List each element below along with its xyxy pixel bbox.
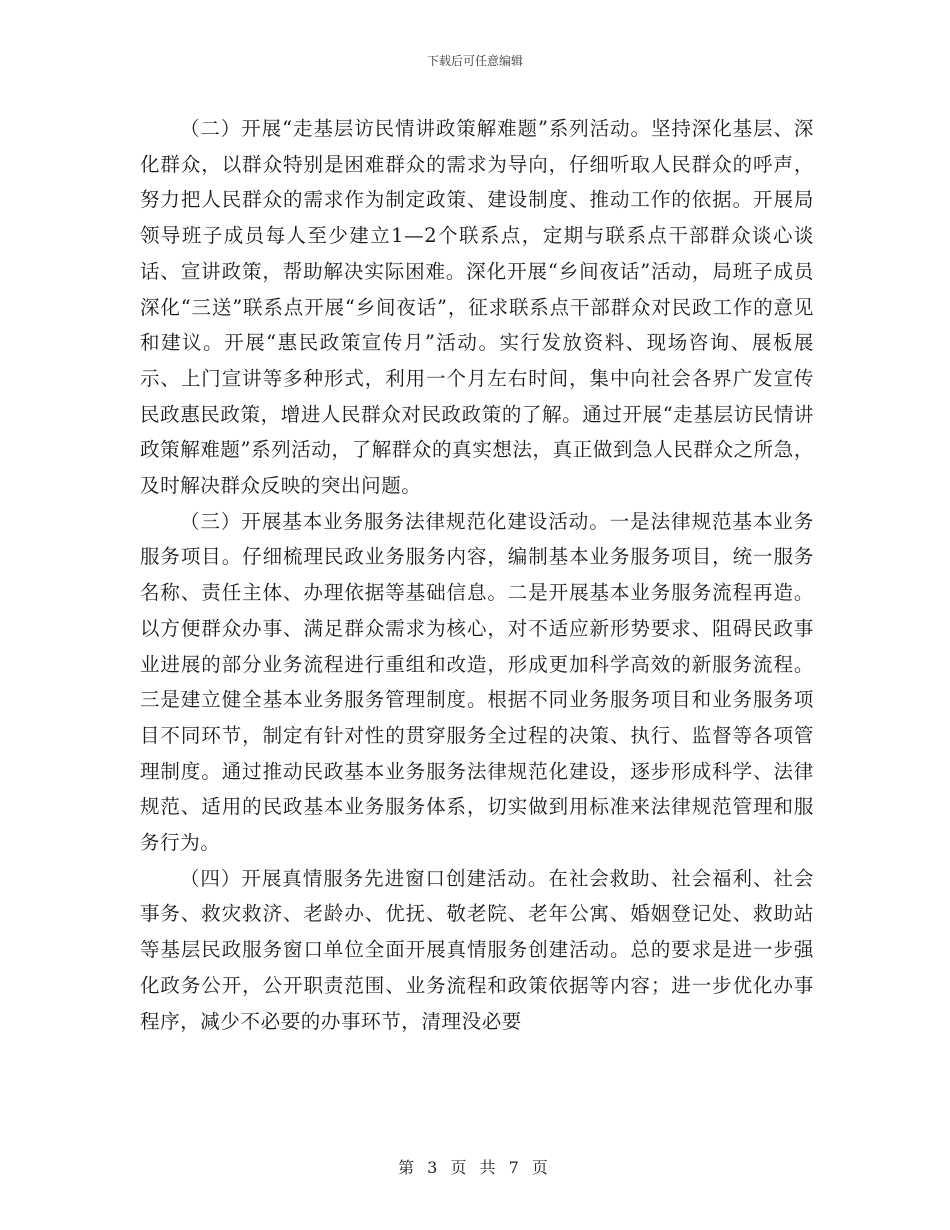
paragraph-2: （二）开展“走基层访民情讲政策解难题”系列活动。坚持深化基层、深化群众，以群众特别是困难群众的需求为导向，仔细听取人民群众的呼声，努力把人民群众的需求作为制定政策、建设制度、推动工作的依据。开展局领导班子成员每人至少建立1—2个联系点，定期与联系点干部群众谈心谈话、宣讲政策，帮助解决实际困难。深化开展“乡间夜话”活动，局班子成员深化“三送”联系点开展“乡间夜话”，征求联系点干部群众对民政工作的意见和建议。开展“惠民政策宣传月”活动。实行发放资料、现场咨询、展板展示、上门宣讲等多种形式，利用一个月左右时间，集中向社会各界广发宣传民政惠民政策，增进人民群众对民政政策的了解。通过开展“走基层访民情讲政策解难题”系列活动，了解群众的真实想法，真正做到急人民群众之所急，及时解决群众反映的突出问题。 — [140, 117, 814, 498]
page-number-footer: 第 3 页 共 7 页 — [398, 1158, 552, 1177]
document-body — [140, 111, 814, 1039]
page-header: 下载后可任意编辑 — [426, 54, 523, 68]
paragraph-4: （四）开展真情服务先进窗口创建活动。在社会救助、社会福利、社会事务、救灾救济、老龄办、优抚、敬老院、老年公寓、婚姻登记处、救助站等基层民政服务窗口单位全面开展真情服务创建活动。总的要求是进一步强化政务公开，公开职责范围、业务流程和政策依据等内容；进一步优化办事程序，减少不必要的办事环节，清理没必要 — [140, 866, 814, 1033]
paragraph-3: （三）开展基本业务服务法律规范化建设活动。一是法律规范基本业务服务项目。仔细梳理民政业务服务内容，编制基本业务服务项目，统一服务名称、责任主体、办理依据等基础信息。二是开展基本业务服务流程再造。以方便群众办事、满足群众需求为核心，对不适应新形势要求、阻碍民政事业进展的部分业务流程进行重组和改造，形成更加科学高效的新服务流程。三是建立健全基本业务服务管理制度。根据不同业务服务项目和业务服务项目不同环节，制定有针对性的贯穿服务全过程的决策、执行、监督等各项管理制度。通过推动民政基本业务服务法律规范化建设，逐步形成科学、法律规范、适用的民政基本业务服务体系，切实做到用标准来法律规范管理和服务行为。 — [140, 509, 814, 855]
